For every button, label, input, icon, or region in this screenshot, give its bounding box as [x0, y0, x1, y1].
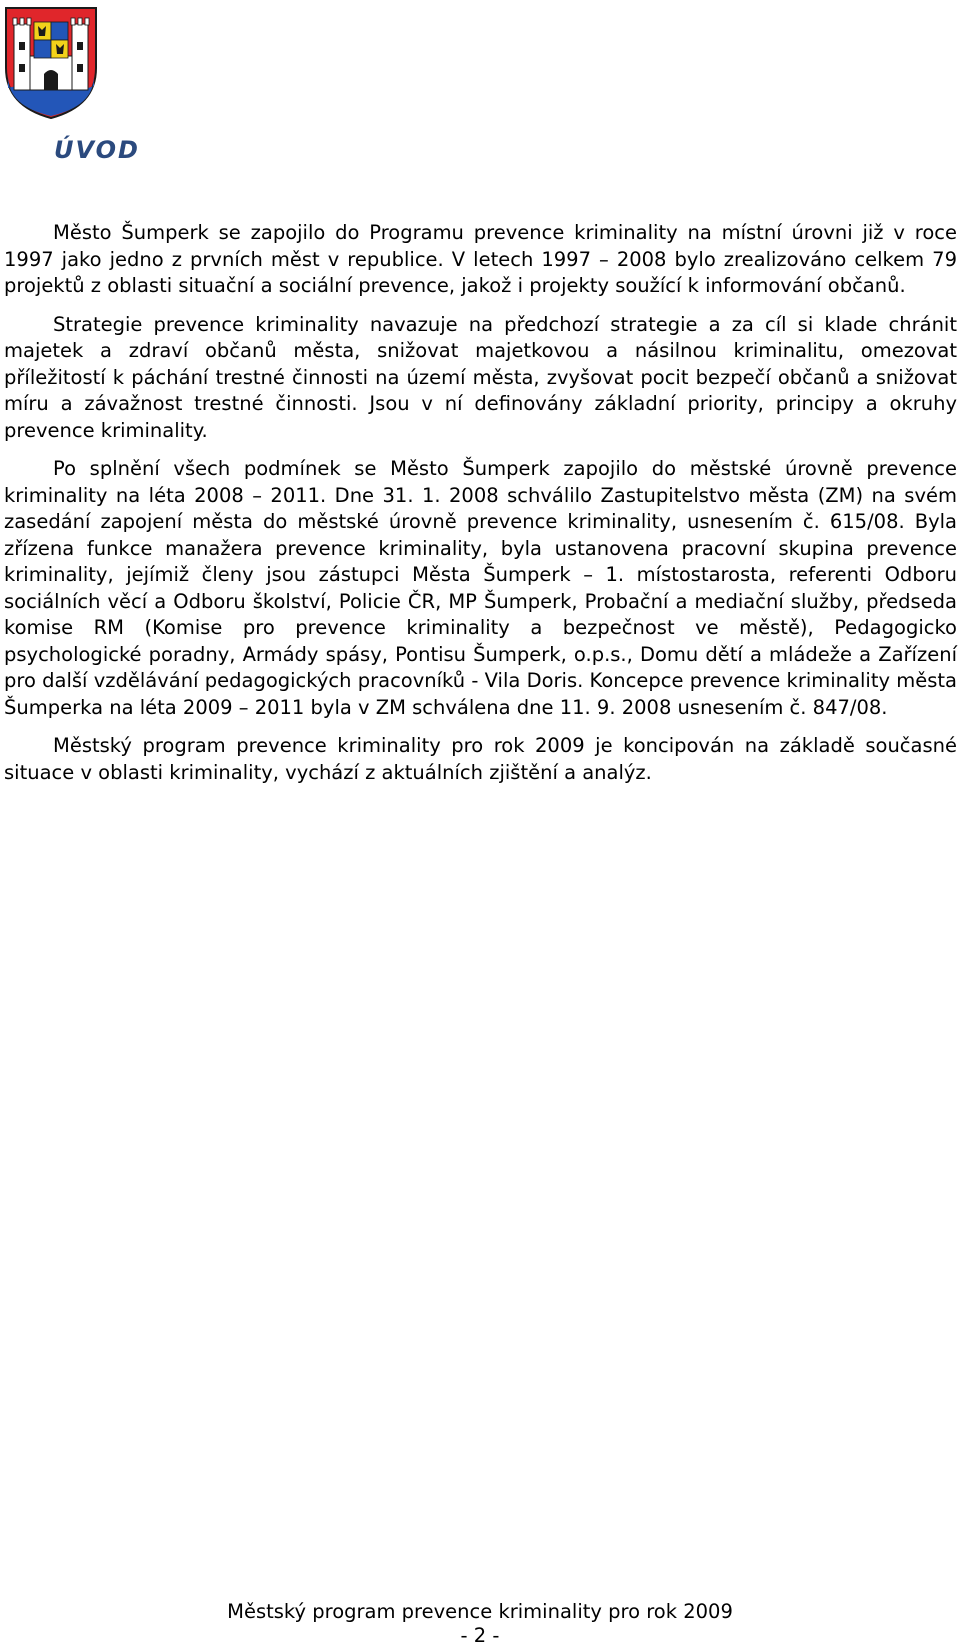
paragraph-program: Městský program prevence kriminality pro rok 2009 je koncipován na základě současné situace v oblasti kriminality, vychází z aktuálních zjištění a analýz.	[4, 734, 957, 784]
paragraph-intro: Město Šumperk se zapojilo do Programu prevence kriminality na místní úrovni již v roce 1997 jako jedno z prvních měst v republice. V letech 1997 – 2008 bylo zrealizováno celkem 79 projektů z oblasti situační a sociální prevence, jakož i projekty soužící k informování občanů.	[4, 221, 957, 297]
paragraph-strategy: Strategie prevence kriminality navazuje na předchozí strategie a za cíl si klade chránit majetek a zdraví občanů města, snižovat majetkovou a násilnou kriminalitu, omezovat příležitostí k páchání trestné činnosti na území města, zvyšovat pocit bezpečí občanů a snižovat míru a závažnost trestné činnosti. Jsou v ní definovány základní priority, principy a okruhy prevence kriminality.	[4, 312, 957, 442]
document-body	[4, 220, 957, 798]
page-number: - 2 -	[460, 1624, 500, 1647]
footer-title: Městský program prevence kriminality pro rok 2009	[227, 1600, 733, 1623]
paragraph-conditions: Po splnění všech podmínek se Město Šumperk zapojilo do městské úrovně prevence kriminality na léta 2008 – 2011. Dne 31. 1. 2008 schválilo Zastupitelstvo města (ZM) na svém zasedání zapojení města do městské úrovně prevence kriminality, usnesením č. 615/08. Byla zřízena funkce manažera prevence kriminality, byla ustanovena pracovní skupina prevence kriminality, jejímiž členy jsou zástupci Města Šumperk – 1. místostarosta, referenti Odboru sociálních věcí a Odboru školství, Policie ČR, MP Šumperk, Probační a mediační služby, předseda komise RM (Komise pro prevence kriminality a bezpečnost ve městě), Pedagogicko psychologické poradny, Armády spásy, Pontisu Šumperk, o.p.s., Domu dětí a mládeže a Zařízení pro další vzdělávání pedagogických pracovníků - Vila Doris. Koncepce prevence kriminality města Šumperka na léta 2009 – 2011 byla v ZM schválena dne 11. 9. 2008 usnesením č. 847/08.	[4, 457, 957, 719]
page-footer	[0, 1600, 960, 1648]
coat-of-arms-icon	[4, 6, 98, 120]
section-heading: ÚVOD	[54, 136, 140, 164]
